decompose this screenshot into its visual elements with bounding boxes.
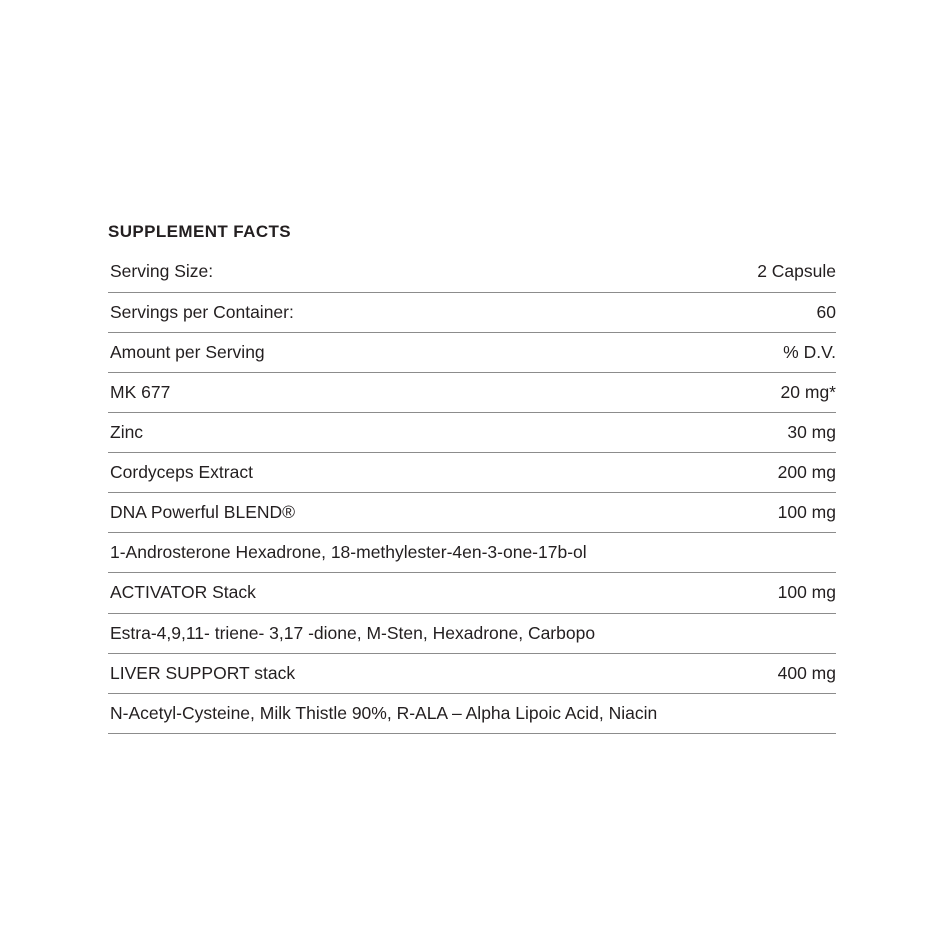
table-row [108,373,836,413]
table-row [108,413,836,453]
row-value: 60 [816,301,836,322]
row-label: MK 677 [110,381,171,402]
row-value: 400 mg [777,662,836,683]
row-label: Zinc [110,421,144,442]
row-value: 100 mg [777,502,836,523]
table-row [108,252,836,292]
table-row [108,493,836,533]
row-label: DNA Powerful BLEND® [110,502,296,523]
row-label: LIVER SUPPORT stack [110,662,296,683]
row-label: Estra-4,9,11- triene- 3,17 -dione, M-Sten, Hexadrone, Carbopo [110,622,596,643]
row-value: 2 Capsule [757,261,836,282]
row-value: % D.V. [783,341,836,362]
table-row [108,453,836,493]
row-label: N-Acetyl-Cysteine, Milk Thistle 90%, R-ALA – Alpha Lipoic Acid, Niacin [110,702,658,723]
row-label: Amount per Serving [110,341,265,362]
row-value: 30 mg [787,421,836,442]
table-row [108,573,836,613]
page-title: SUPPLEMENT FACTS [108,222,292,241]
supplement-facts-panel [108,222,836,734]
row-value: 20 mg* [780,381,836,402]
table-row [108,333,836,373]
row-label: ACTIVATOR Stack [110,582,256,603]
table-row [108,654,836,694]
table-row [108,293,836,333]
row-label: Serving Size: [110,261,214,282]
table-row [108,533,836,573]
row-label: 1-Androsterone Hexadrone, 18-methylester-4en-3-one-17b-ol [110,542,587,563]
table-row [108,614,836,654]
row-label: Cordyceps Extract [110,462,253,483]
row-value: 100 mg [777,582,836,603]
row-value: 200 mg [777,462,836,483]
table-row [108,694,836,734]
row-label: Servings per Container: [110,301,294,322]
